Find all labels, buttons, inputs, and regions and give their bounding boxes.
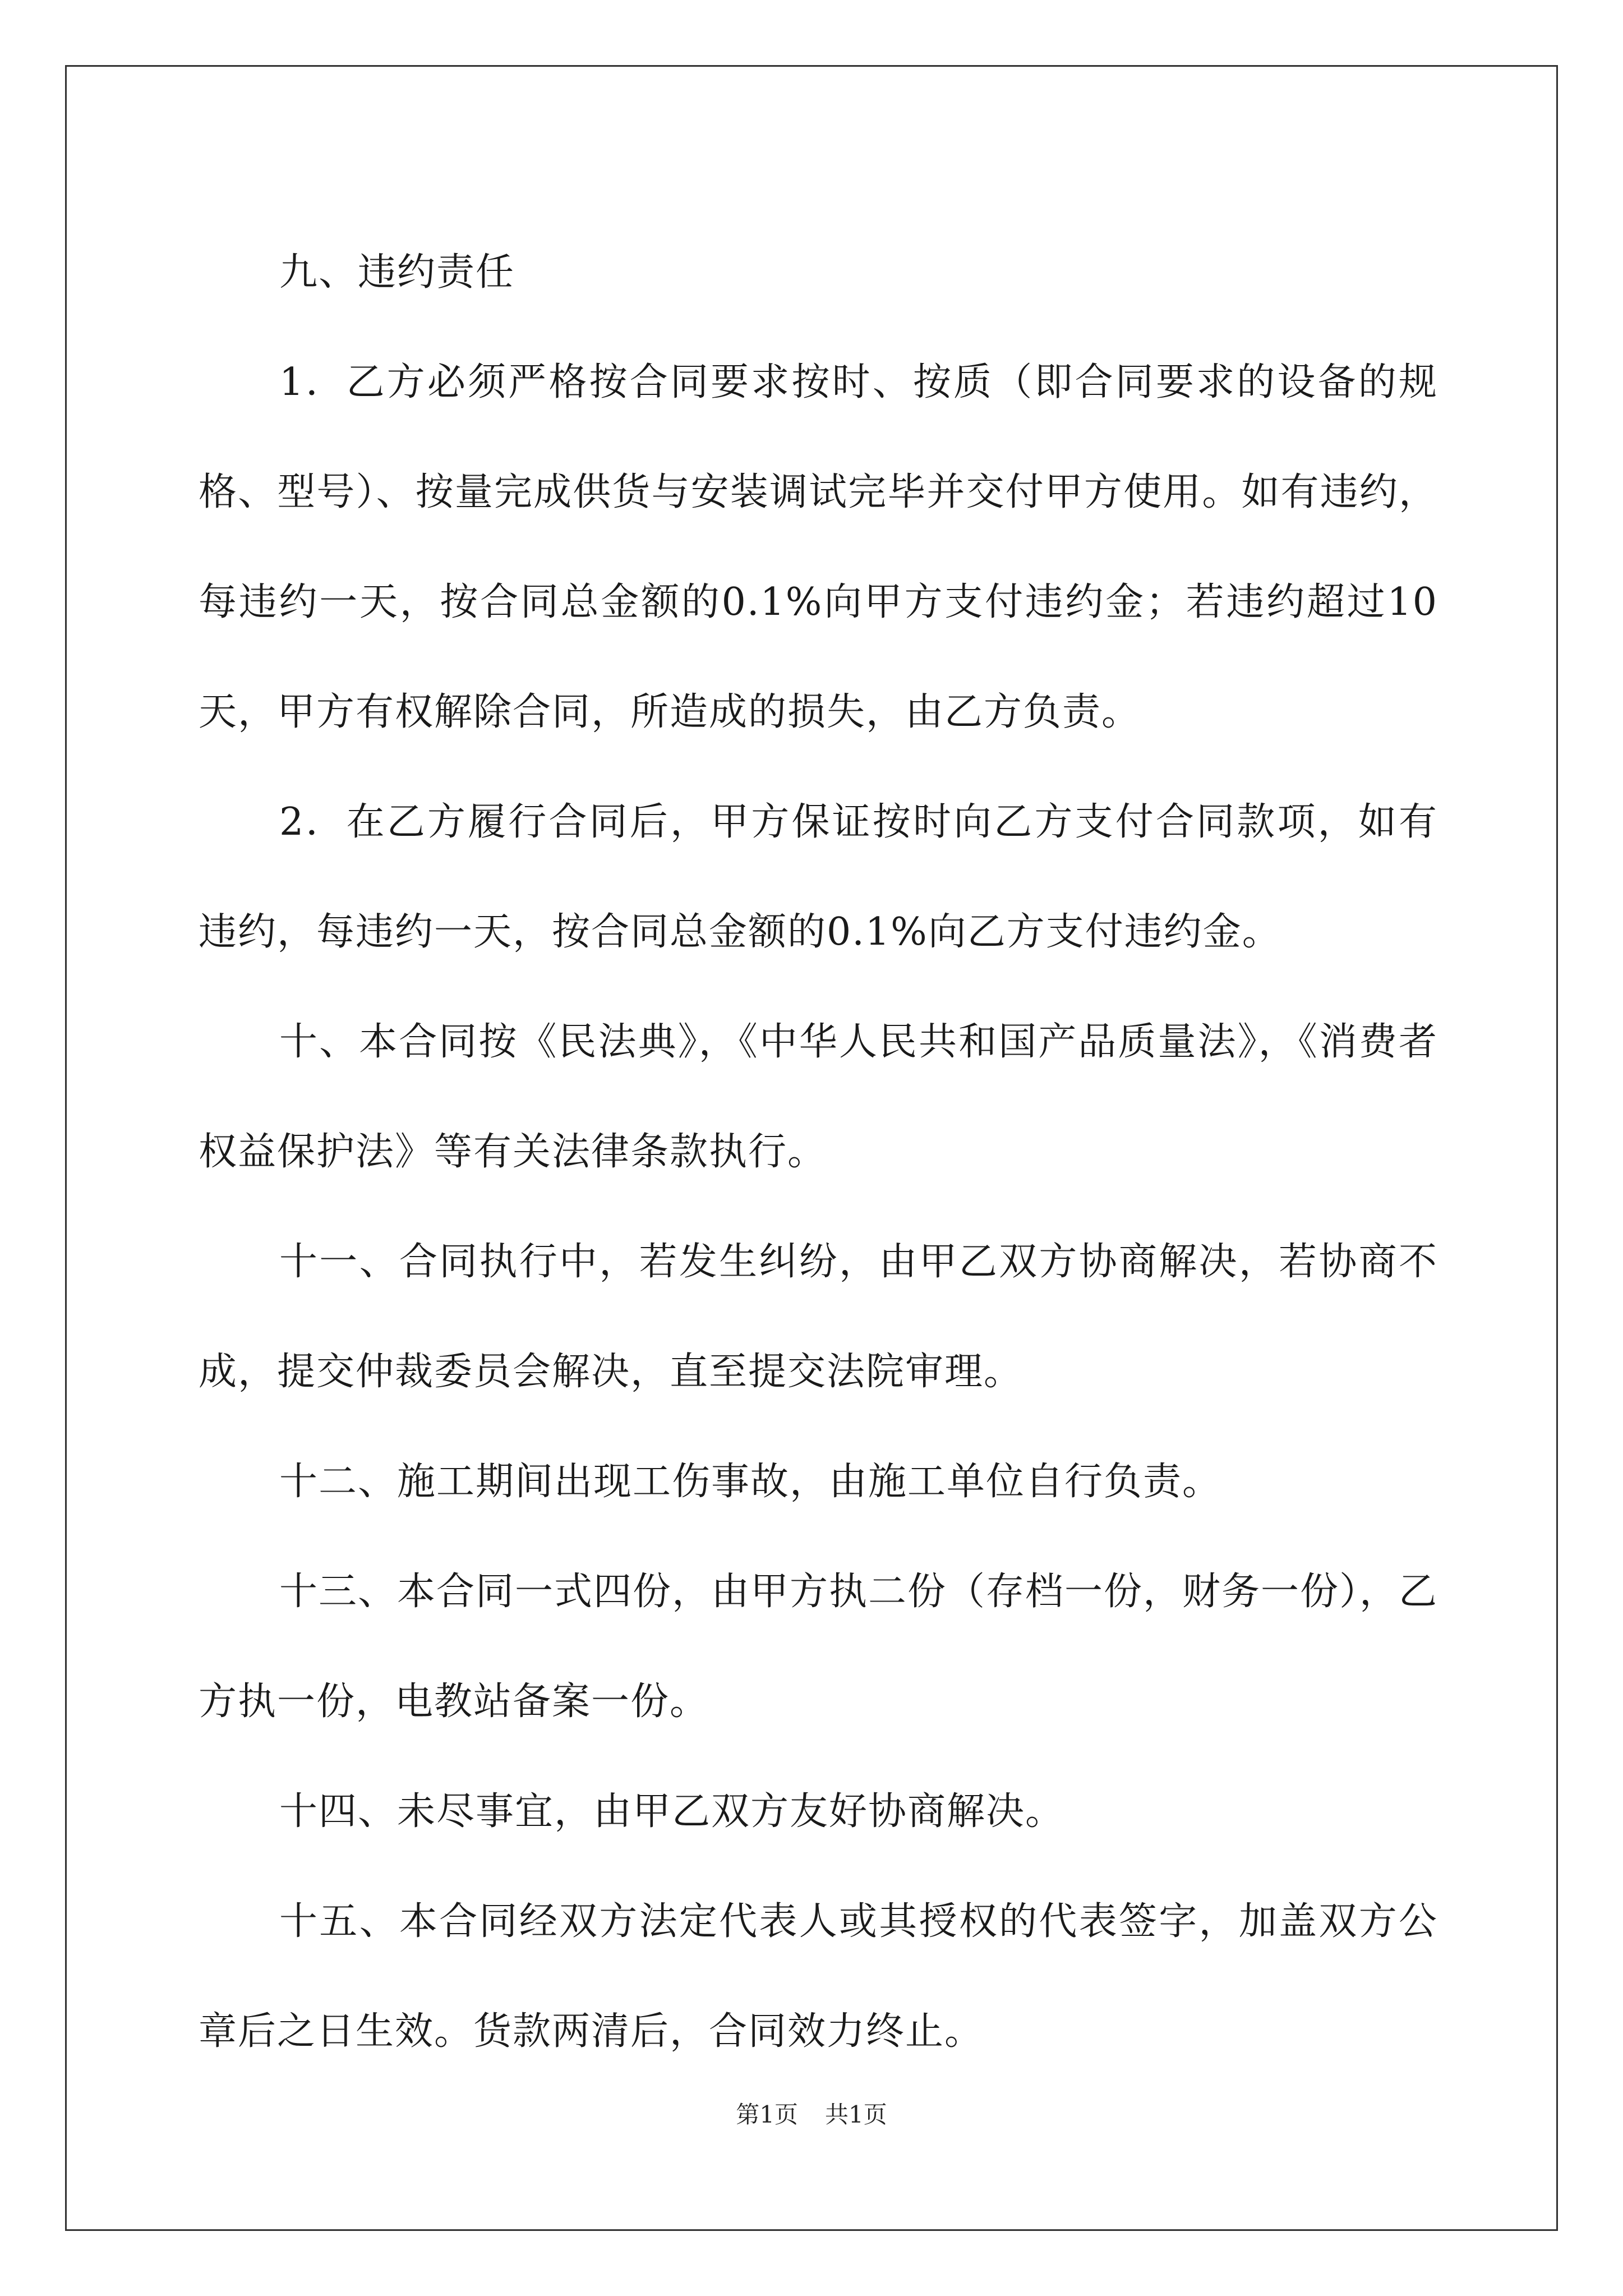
page-footer (0, 2098, 1623, 2132)
clause-paragraph: 十三、本合同一式四份，由甲方执二份（存档一份，财务一份），乙方执一份，电教站备案一份。 (199, 1570, 1438, 1724)
clause-paragraph: 十二、施工期间出现工伤事故，由施工单位自行负责。 (279, 1460, 1222, 1504)
page-number-current: 第1页 (736, 2101, 798, 2128)
clause-paragraph: 十一、合同执行中，若发生纠纷，由甲乙双方协商解决，若协商不成，提交仲裁委员会解决，直至提交法院审理。 (199, 1240, 1438, 1394)
section-heading-breach-liability: 九、违约责任 (279, 250, 515, 295)
clause-paragraph: 2．在乙方履行合同后，甲方保证按时向乙方支付合同款项，如有违约，每违约一天，按合同总金额的0.1%向乙方支付违约金。 (199, 800, 1438, 954)
clause-paragraph: 十、本合同按《民法典》，《中华人民共和国产品质量法》，《消费者权益保护法》等有关法律条款执行。 (199, 1020, 1438, 1174)
clause-paragraph: 十五、本合同经双方法定代表人或其授权的代表签字，加盖双方公章后之日生效。货款两清后，合同效力终止。 (199, 1899, 1438, 2054)
clause-paragraph: 1．乙方必须严格按合同要求按时、按质（即合同要求的设备的规格、型号）、按量完成供货与安装调试完毕并交付甲方使用。如有违约，每违约一天，按合同总金额的0.1%向甲方支付违约金；若违约超过10天，甲方有权解除合同，所造成的损失，由乙方负责。 (199, 360, 1438, 734)
clause-paragraph: 十四、未尽事宜，由甲乙双方友好协商解决。 (279, 1789, 1065, 1834)
page-number-total: 共1页 (825, 2101, 887, 2128)
document-body (199, 218, 1438, 2087)
